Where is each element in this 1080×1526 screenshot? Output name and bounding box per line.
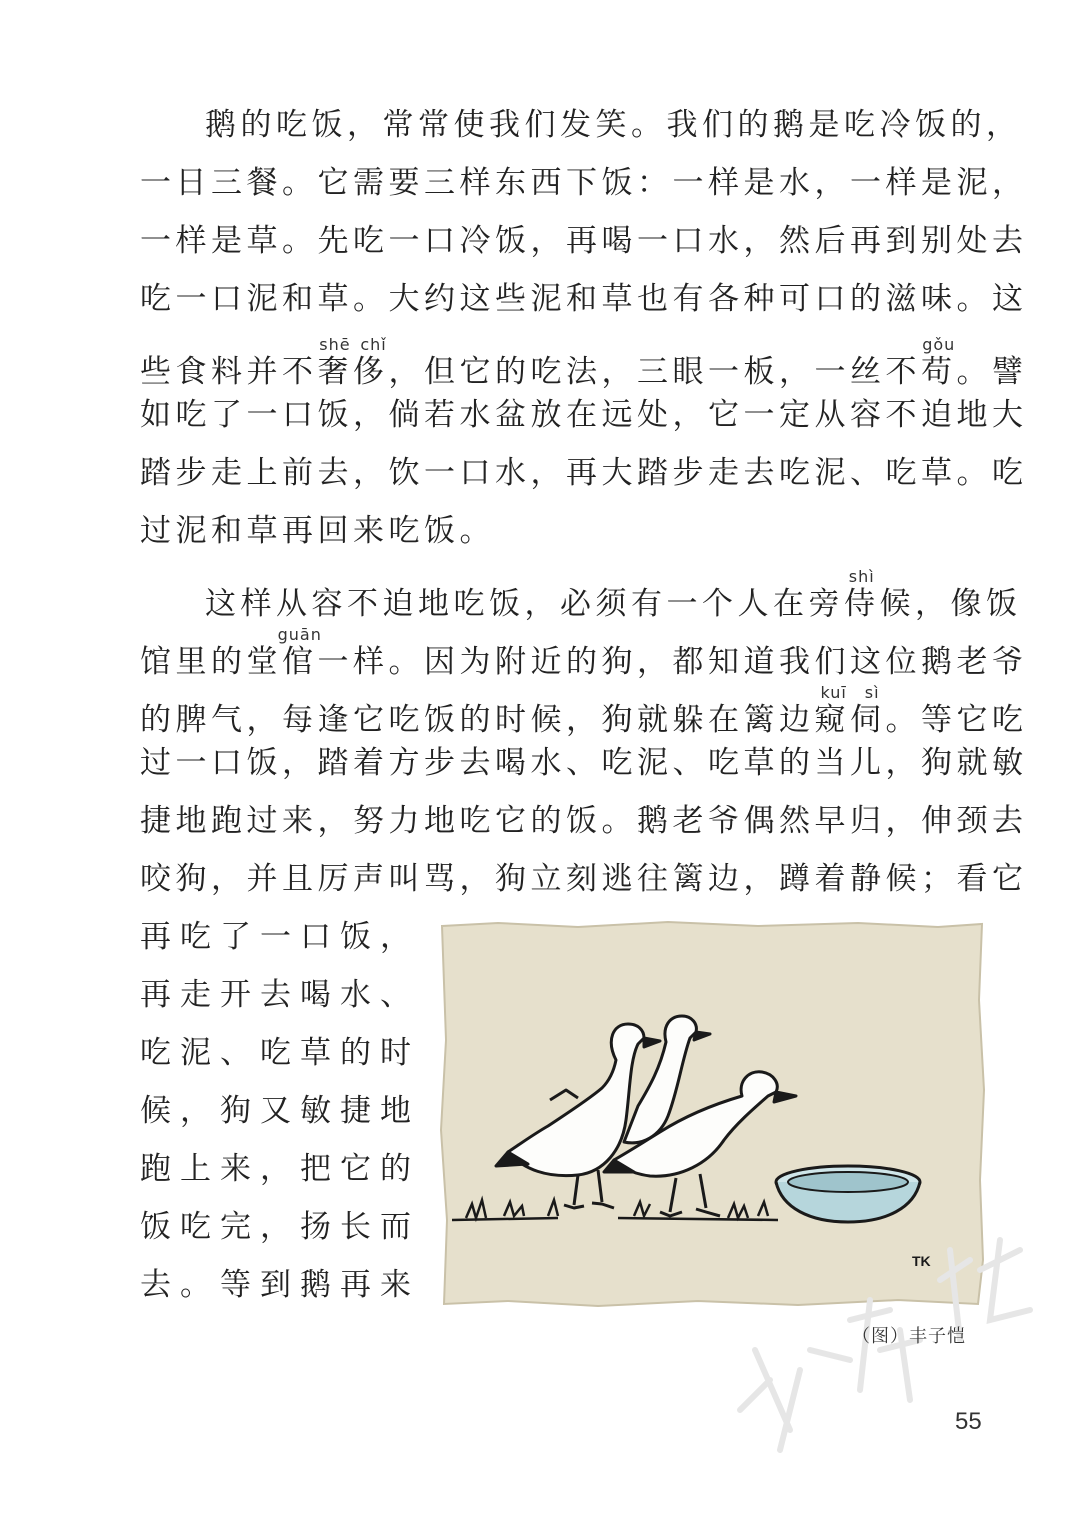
ruby-base: 奢侈 (317, 354, 389, 390)
illustration-caption: （图）丰子恺 (852, 1326, 966, 1347)
ruby-base: 倌 (277, 644, 322, 680)
wrapped-text-line: 再吃了一口饭， (140, 919, 420, 955)
ruby-annotation (844, 567, 880, 622)
ruby-annotation (921, 335, 957, 390)
text-line: 一日三餐。它需要三样东西下饭：一样是水，一样是泥， (140, 165, 1028, 201)
text-segment: 馆里的堂 (140, 644, 282, 680)
wrapped-text-line: 候，狗又敏捷地 (140, 1093, 420, 1129)
wrapped-text-line: 吃泥、吃草的时 (140, 1035, 420, 1071)
text-segment: 候，像饭 (879, 586, 1022, 622)
wrapped-text-line: 跑上来，把它的 (140, 1151, 420, 1187)
pinyin: gǒu (921, 335, 957, 354)
pinyin: kuī sì (814, 683, 886, 702)
ruby-base: 苟 (921, 354, 957, 390)
text-line: 咬狗，并且厉声叫骂，狗立刻逃往篱边，蹲着静候；看它 (140, 861, 1028, 897)
text-line: 如吃了一口饭，倘若水盆放在远处，它一定从容不迫地大 (140, 397, 1028, 433)
wrapped-text-line: 再走开去喝水、 (140, 977, 420, 1013)
ruby-annotation (317, 335, 389, 390)
wrapped-text-line: 去。等到鹅再来 (140, 1267, 420, 1303)
text-segment: 一样。因为附近的狗，都知道我们这位鹅老爷 (317, 644, 1028, 680)
text-line-with-ruby (205, 569, 1022, 624)
text-segment: 的脾气，每逢它吃饭的时候，狗就躲在篱边 (140, 702, 815, 738)
text-line: 过一口饭，踏着方步去喝水、吃泥、吃草的当儿，狗就敏 (140, 745, 1028, 781)
page-number: 55 (955, 1408, 982, 1435)
text-line: 鹅的吃饭，常常使我们发笑。我们的鹅是吃冷饭的， (205, 107, 1022, 143)
ruby-annotation (277, 625, 322, 680)
ruby-base: 侍 (844, 586, 880, 622)
pinyin: shē chǐ (317, 335, 389, 354)
text-line-with-ruby (140, 337, 1028, 392)
text-line: 一样是草。先吃一口冷饭，再喝一口水，然后再到别处去 (140, 223, 1028, 259)
wrapped-text-line: 饭吃完，扬长而 (140, 1209, 420, 1245)
pinyin: shì (844, 567, 880, 586)
text-segment: 。譬 (956, 354, 1028, 390)
text-line: 吃一口泥和草。大约这些泥和草也有各种可口的滋味。这 (140, 281, 1028, 317)
text-line: 捷地跑过来，努力地吃它的饭。鹅老爷偶然早归，伸颈去 (140, 803, 1028, 839)
text-line-with-ruby (140, 627, 1028, 682)
text-segment: 这样从容不迫地吃饭，必须有一个人在旁 (205, 586, 844, 622)
text-segment: 些食料并不 (140, 354, 318, 390)
text-line: 过泥和草再回来吃饭。 (140, 513, 495, 549)
watermark (700, 1150, 1060, 1470)
text-segment: ，但它的吃法，三眼一板，一丝不 (388, 354, 921, 390)
text-segment: 。等它吃 (885, 702, 1028, 738)
pinyin: guān (277, 625, 322, 644)
artist-signature: TK (912, 1253, 931, 1269)
ruby-annotation (814, 683, 886, 738)
text-line-with-ruby (140, 685, 1028, 740)
ruby-base: 窥伺 (814, 702, 886, 738)
text-line: 踏步走上前去，饮一口水，再大踏步走去吃泥、吃草。吃 (140, 455, 1028, 491)
